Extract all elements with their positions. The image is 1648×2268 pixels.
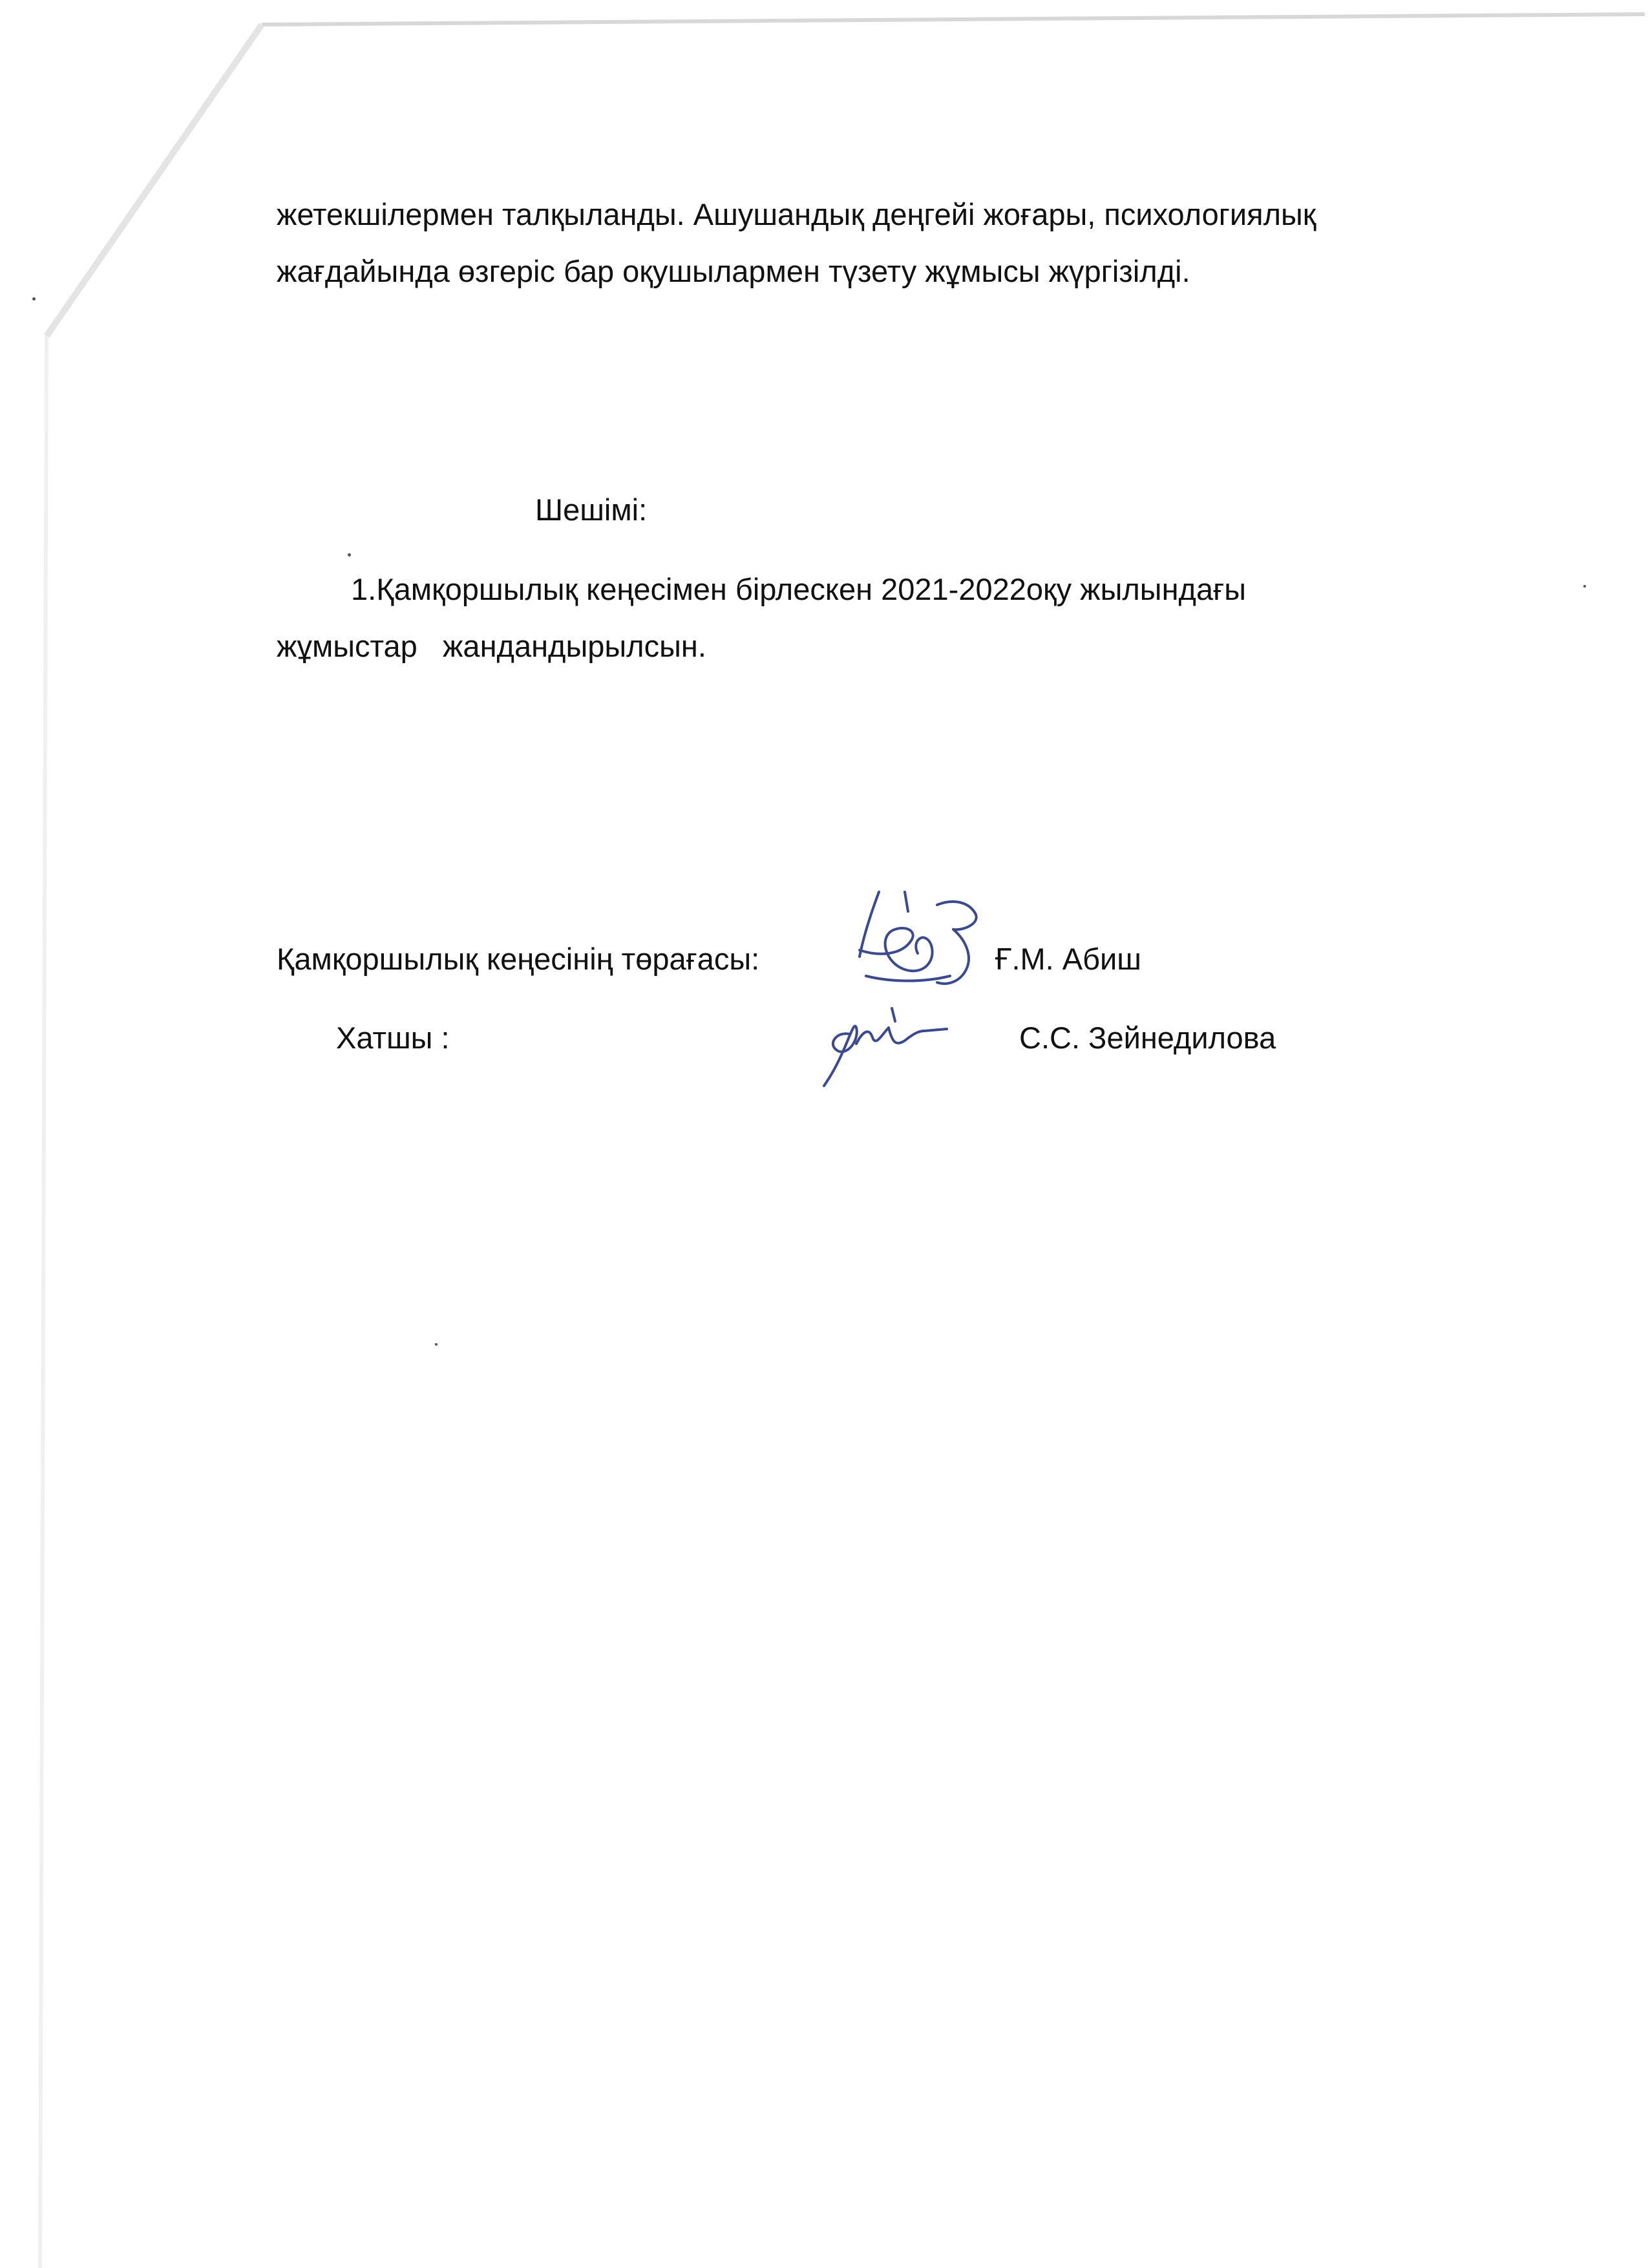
paragraph-line-1: жетекшілермен талқыланды. Ашушандық деңгейі жоғары, психологиялық [277,197,1316,231]
body-paragraph [277,186,1505,300]
secretary-signature [811,995,960,1092]
paragraph-line-2: жағдайында өзгеріс бар оқушылармен түзету жұмысы жүргізілді. [277,254,1190,288]
scan-speck [348,553,351,556]
decision-heading: Шешімі: [535,493,648,527]
decision-item-line-2: жұмыстар жандандырылсын. [277,629,706,663]
chair-signature [840,879,995,1002]
secretary-name: С.С. Зейнедилова [1019,1021,1276,1055]
chair-name: Ғ.М. Абиш [995,942,1142,976]
decision-item [277,561,1505,675]
scan-speck [435,1343,438,1346]
scan-speck [1583,585,1586,588]
chair-label: Қамқоршылық кеңесінің төрағасы: [277,942,760,976]
decision-item-line-1: 1.Қамқоршылық кеңесімен бірлескен 2021-2022оқу жылындағы [351,572,1247,606]
scan-speck [32,297,36,301]
secretary-label: Хатшы : [336,1021,450,1055]
